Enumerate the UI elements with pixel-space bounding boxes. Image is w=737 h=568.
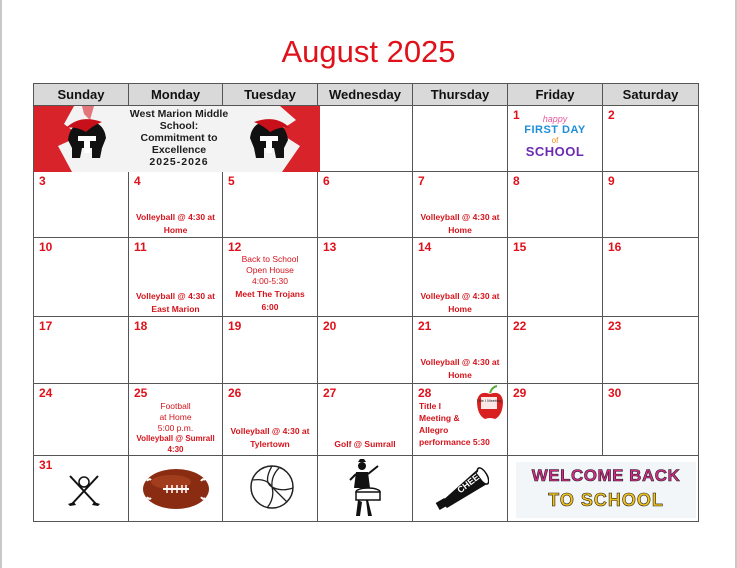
day-number: 11 [134,240,147,254]
event-text: Volleyball @ 4:30 at [420,291,500,301]
svg-text:CHEER: CHEER [455,467,487,496]
day-cell-aug-1 [508,106,603,172]
welcome-back-cell [508,456,699,522]
volleyball-cell [223,456,318,522]
first-day-text: FIRST DAY [524,124,586,136]
event-text: Home [163,225,188,235]
cheer-megaphone-icon [435,462,489,512]
day-number: 30 [608,386,622,400]
page-border-left [0,0,2,568]
event-text: at Home [159,412,192,422]
event-volleyball [413,356,507,382]
weekday-header-saturday: Saturday [603,84,699,106]
day-number: 12 [228,240,242,254]
day-number: 29 [513,386,527,400]
day-number: 16 [608,240,622,254]
day-number: 8 [513,174,520,188]
banner-line: 2025-2026 [149,156,209,168]
event-text: Home [448,304,472,314]
apple-icon [475,385,505,421]
event-text: Tylertown [250,439,290,449]
event-text: 4:30 [167,445,184,454]
event-text: 5:00 p.m. [157,423,194,433]
event-text: Volleyball @ 4:30 at [230,426,310,436]
day-cell-aug-12 [223,238,318,317]
event-text: Volleyball @ 4:30 at [420,357,500,367]
event-text: Volleyball @ 4:30 at [136,291,215,301]
day-number: 17 [39,319,53,333]
band-cell [318,456,413,522]
event-volleyball [223,425,317,451]
event-volleyball [129,211,222,237]
calendar-title: August 2025 [281,34,456,69]
apple-icon-label: Title I Meeting [476,398,502,403]
event-text: Volleyball @ 4:30 at [136,212,215,222]
day-number: 27 [323,386,337,400]
event-text: Home [448,225,472,235]
event-volleyball [129,433,222,455]
day-cell-aug-14 [413,238,508,317]
day-cell-aug-20 [318,317,413,384]
day-cell-aug-25 [129,384,223,456]
event-text: Home [448,370,472,380]
day-cell-aug-18 [129,317,223,384]
event-text: Golf @ Sumrall [334,439,396,449]
event-football [129,401,222,434]
day-number: 24 [39,386,53,400]
event-text: 6:00 [261,302,279,312]
day-cell-aug-26 [223,384,318,456]
day-cell-aug-3 [34,172,129,238]
day-number: 3 [39,174,46,188]
day-cell-aug-24 [34,384,129,456]
event-text: 4:00-5:30 [252,276,288,286]
day-number: 26 [228,386,242,400]
calendar-grid [33,83,699,522]
event-volleyball [413,290,507,316]
day-number: 7 [418,174,425,188]
event-text: Volleyball @ 4:30 at [420,212,500,222]
day-cell-aug-29 [508,384,603,456]
weekday-header-friday: Friday [508,84,603,106]
day-number: 5 [228,174,235,188]
day-number: 10 [39,240,53,254]
event-text: Title I [419,401,442,411]
day-number: 20 [323,319,337,333]
event-golf [318,438,412,451]
welcome-back-graphic [516,462,696,518]
weekday-header-thursday: Thursday [413,84,508,106]
day-cell-aug-16 [603,238,699,317]
football-icon [141,464,211,514]
event-text: Back to School [241,254,299,264]
day-cell-aug-9 [603,172,699,238]
day-cell-aug-11 [129,238,223,317]
day-cell-aug-19 [223,317,318,384]
volleyball-icon [249,464,295,510]
event-text: Meet The Trojans [235,289,305,299]
day-number: 9 [608,174,615,188]
first-day-text: happy [542,114,568,124]
day-number: 18 [134,319,148,333]
event-text: East Marion [151,304,200,314]
day-cell-aug-15 [508,238,603,317]
event-text: Football [160,401,191,411]
first-day-of-school-graphic [520,114,590,159]
golf-clubs-icon [64,470,104,510]
event-text: Meeting & [419,413,460,423]
school-banner [34,106,320,172]
day-cell-aug-13 [318,238,413,317]
day-number: 13 [323,240,337,254]
day-number: 15 [513,240,527,254]
weekday-header-sunday: Sunday [34,84,129,106]
day-number: 6 [323,174,330,188]
event-text: Allegro [419,425,449,435]
event-meet-the-trojans [223,288,317,314]
day-cell-aug-30 [603,384,699,456]
trojan-helmet-icon [62,118,110,164]
first-day-text: SCHOOL [525,144,585,159]
day-cell-aug-28 [413,384,508,456]
day-cell-aug-10 [34,238,129,317]
day-number: 21 [418,319,432,333]
day-cell-empty [318,106,413,172]
football-cell [129,456,223,522]
day-number: 25 [134,386,148,400]
banner-line: Commitment to [140,132,218,144]
banner-line: West Marion Middle [129,108,229,120]
welcome-text: WELCOME BACK [531,466,681,485]
welcome-text: TO SCHOOL [548,490,664,510]
event-volleyball [413,211,507,237]
event-text: Open House [246,265,294,275]
weekday-header-wednesday: Wednesday [318,84,413,106]
day-number: 1 [513,108,520,122]
day-number: 28 [418,386,432,400]
weekday-header-tuesday: Tuesday [223,84,318,106]
drummer-icon [346,458,386,518]
day-cell-aug-31 [34,456,129,522]
school-banner-cell [34,106,318,172]
day-cell-aug-4 [129,172,223,238]
cheer-cell [413,456,508,522]
banner-line: Excellence [151,144,207,156]
event-volleyball [129,290,222,316]
day-cell-empty [413,106,508,172]
day-number: 19 [228,319,242,333]
day-cell-aug-6 [318,172,413,238]
event-text: Volleyball @ Sumrall [136,434,215,443]
day-number: 14 [418,240,432,254]
day-number: 4 [134,174,141,188]
day-cell-aug-8 [508,172,603,238]
day-number: 23 [608,319,622,333]
day-cell-aug-2 [603,106,699,172]
day-number: 2 [608,108,615,122]
banner-text [104,108,254,168]
weekday-header-monday: Monday [129,84,223,106]
day-cell-aug-27 [318,384,413,456]
day-cell-aug-23 [603,317,699,384]
banner-line: School: [159,120,199,132]
day-number: 31 [39,458,53,472]
day-cell-aug-7 [413,172,508,238]
day-cell-aug-21 [413,317,508,384]
first-day-text: of [551,136,559,145]
day-cell-aug-17 [34,317,129,384]
day-cell-aug-22 [508,317,603,384]
event-text: performance 5:30 [419,437,490,447]
day-number: 22 [513,319,527,333]
day-cell-aug-5 [223,172,318,238]
event-open-house [223,254,317,287]
